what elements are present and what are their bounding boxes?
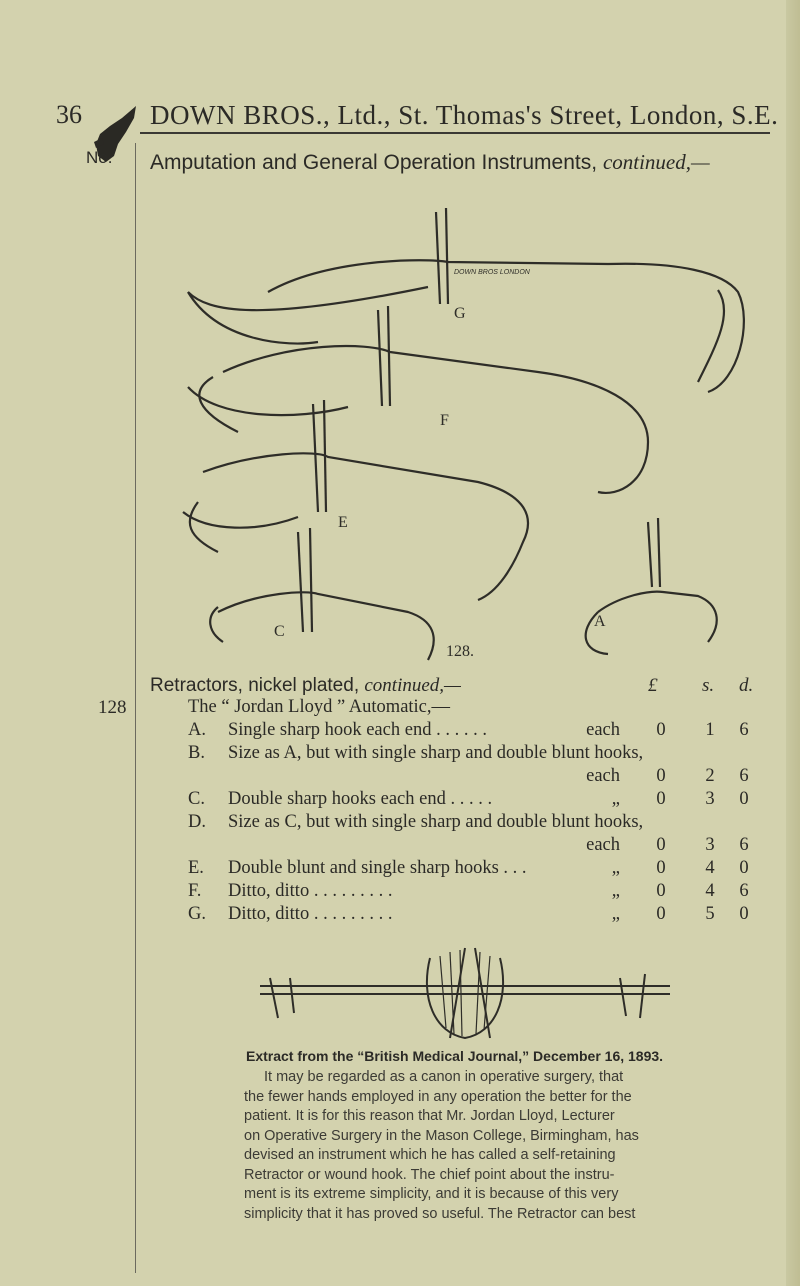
price-shillings: 2 xyxy=(705,766,715,786)
price-pounds: 0 xyxy=(656,835,666,855)
item-desc: Ditto, ditto . . . . . . . . . xyxy=(228,904,393,924)
price-pounds: 0 xyxy=(656,766,666,786)
extract-line: patient. It is for this reason that Mr. Jordan Lloyd, Lecturer xyxy=(244,1108,615,1124)
fig-label-c: C xyxy=(274,623,285,640)
extract-line: on Operative Surgery in the Mason College, Birmingham, has xyxy=(244,1127,639,1144)
item-desc: Size as A, but with single sharp and double blunt hooks, xyxy=(228,743,644,763)
page-header xyxy=(0,100,800,136)
fig-label-g: G xyxy=(454,305,466,322)
retractors-intro: The “ Jordan Lloyd ” Automatic,— xyxy=(188,697,451,717)
ref-number: 128 xyxy=(98,697,127,718)
retractors-heading: Retractors, nickel plated, continued,— xyxy=(150,675,461,696)
page-edge xyxy=(786,0,800,1286)
extract-line: devised an instrument which he has called a self-retaining xyxy=(244,1147,616,1163)
page-number: 36 xyxy=(56,100,82,129)
price-col-shillings: s. xyxy=(702,675,715,696)
item-desc: Ditto, ditto . . . . . . . . . xyxy=(228,881,393,901)
extract-line: It may be regarded as a canon in operative surgery, that xyxy=(264,1069,624,1085)
retractor-illustration xyxy=(178,192,768,672)
item-desc: Single sharp hook each end . . . . . . xyxy=(228,720,487,740)
price-pence: 6 xyxy=(739,720,749,740)
price-pounds: 0 xyxy=(656,789,666,809)
price-pence: 0 xyxy=(739,858,749,878)
price-pounds: 0 xyxy=(656,881,666,901)
extract-body xyxy=(244,1068,734,1224)
item-letter: B. xyxy=(188,743,205,763)
price-col-pounds: £ xyxy=(648,675,658,696)
retractor-in-use-illustration xyxy=(250,938,680,1043)
section-title-suffix: continued,— xyxy=(602,150,710,174)
item-desc: Double sharp hooks each end . . . . . xyxy=(228,789,493,809)
fig-number: 128. xyxy=(446,643,474,660)
fig-stamp: DOWN BROS LONDON xyxy=(454,269,530,276)
extract-line: simplicity that it has proved so useful. The Retractor can best xyxy=(244,1205,636,1222)
extract-line: ment is its extreme simplicity, and it is because of this very xyxy=(244,1186,619,1202)
price-shillings: 3 xyxy=(705,835,715,855)
item-letter: G. xyxy=(188,904,206,924)
extract-line: the fewer hands employed in any operation the better for the xyxy=(244,1088,632,1105)
running-head: DOWN BROS., Ltd., St. Thomas's Street, London, S.E. xyxy=(150,100,779,130)
price-pence: 6 xyxy=(739,881,749,901)
item-letter: A. xyxy=(188,720,206,740)
column-divider xyxy=(135,143,136,1273)
item-desc: Double blunt and single sharp hooks . . . xyxy=(228,858,527,878)
price-shillings: 4 xyxy=(705,881,715,901)
price-pence: 6 xyxy=(739,766,749,786)
fig-label-e: E xyxy=(338,514,348,531)
price-pounds: 0 xyxy=(656,720,666,740)
price-pounds: 0 xyxy=(656,858,666,878)
price-shillings: 3 xyxy=(705,789,715,809)
price-pounds: 0 xyxy=(656,904,666,924)
section-title xyxy=(150,150,710,175)
fig-label-a: A xyxy=(594,613,606,630)
item-letter: D. xyxy=(188,812,206,832)
column-label: No. xyxy=(86,148,113,167)
price-pence: 0 xyxy=(739,789,749,809)
price-shillings: 1 xyxy=(705,720,715,740)
price-shillings: 4 xyxy=(705,858,715,878)
price-shillings: 5 xyxy=(705,904,715,924)
header-rule xyxy=(140,132,770,134)
fig-label-f: F xyxy=(440,412,449,429)
item-desc: Size as C, but with single sharp and double blunt hooks, xyxy=(228,812,644,832)
section-title-main: Amputation and General Operation Instruments, xyxy=(150,151,598,174)
item-letter: F. xyxy=(188,881,202,901)
price-pence: 6 xyxy=(739,835,749,855)
item-letter: E. xyxy=(188,858,204,878)
extract-line: Retractor or wound hook. The chief point about the instru- xyxy=(244,1166,615,1183)
price-col-pence: d. xyxy=(739,675,754,696)
extract-title: Extract from the “British Medical Journal,” December 16, 1893. xyxy=(246,1048,664,1064)
item-letter: C. xyxy=(188,789,205,809)
price-pence: 0 xyxy=(739,904,749,924)
